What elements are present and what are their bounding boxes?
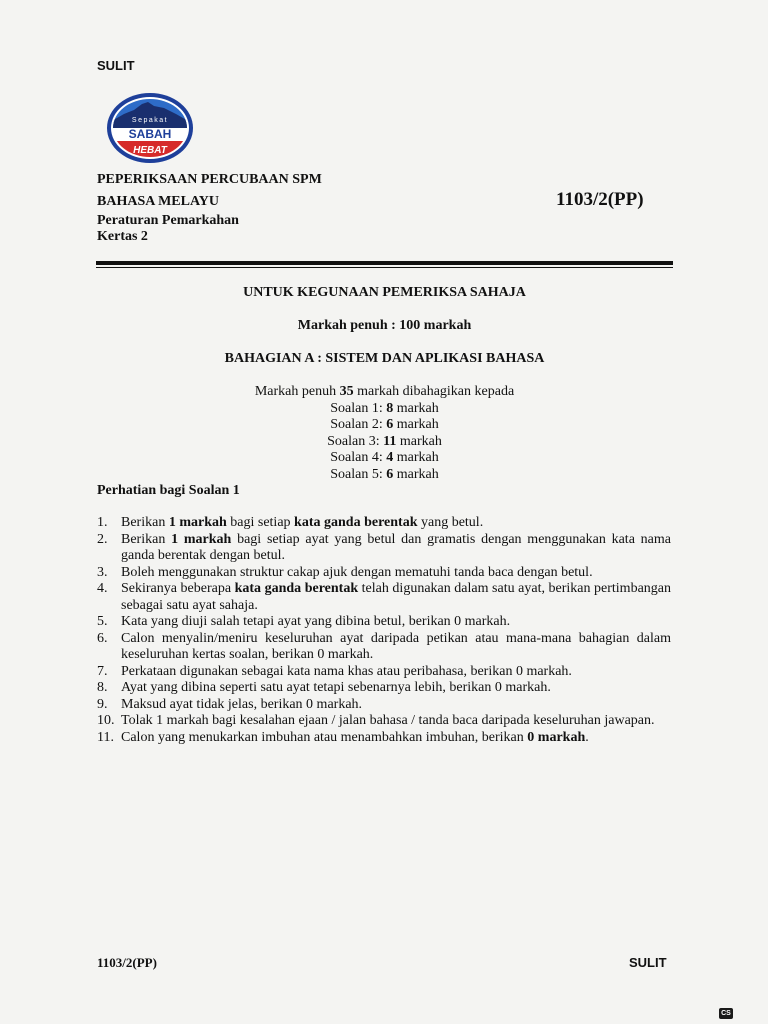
marking-rule-item <box>97 614 671 631</box>
header-divider-thin <box>96 267 673 268</box>
rule-number: 2. <box>97 531 108 547</box>
rule-number: 9. <box>97 696 108 712</box>
rule-number: 6. <box>97 630 108 646</box>
rule-emphasis: 0 markah <box>527 729 586 745</box>
camscanner-badge-icon: CS <box>719 1008 733 1019</box>
rule-text: Sekiranya beberapa <box>121 581 235 596</box>
rule-text: Boleh menggunakan struktur cakap ajuk dengan mematuhi tanda baca dengan betul. <box>121 564 593 580</box>
distribution-intro: Markah penuh 35 markah dibahagikan kepada <box>254 384 515 399</box>
marking-rule-item <box>97 532 671 565</box>
rule-text: Calon menyalin/meniru keseluruhan ayat daripada petikan atau mana-mana bahagian dalam keseluruhan kertas soalan, berikan 0 markah. <box>121 630 671 662</box>
sepakat-sabah-hebat-logo <box>106 92 194 164</box>
rule-text: Kata yang diuji salah tetapi ayat yang dibina betul, berikan 0 markah. <box>121 614 511 629</box>
sulit-footer-label: SULIT <box>629 955 667 970</box>
rule-text: Perkataan digunakan sebagai kata nama khas atau peribahasa, berikan 0 markah. <box>121 663 572 679</box>
rule-emphasis: kata ganda berentak <box>234 581 359 596</box>
paper-number: Kertas 2 <box>97 229 148 244</box>
logo-middle-text: SABAH <box>128 127 172 141</box>
paper-code: 1103/2(PP) <box>556 189 644 210</box>
marking-rule-item <box>97 631 671 664</box>
rule-text: bagi setiap <box>226 515 295 530</box>
rule-text: Ayat yang dibina seperti satu ayat tetapi sebenarnya lebih, berikan 0 markah. <box>121 680 551 695</box>
rule-text: bagi setiap ayat yang betul dan gramatis dengan menggunakan kata nama ganda berentak dengan betul. <box>121 531 671 563</box>
marking-rule-item <box>97 730 671 747</box>
distribution-row: Soalan 3: 11 markah <box>327 433 442 449</box>
subject-name: BAHASA MELAYU <box>97 194 220 209</box>
marking-rule-item <box>97 515 671 532</box>
marking-rule-item <box>97 713 671 730</box>
rule-number: 11. <box>97 729 114 745</box>
distribution-row: Soalan 2: 6 markah <box>330 417 439 433</box>
rule-text: . <box>585 729 589 745</box>
rule-emphasis: 1 markah <box>171 531 232 547</box>
footer-paper-code: 1103/2(PP) <box>97 955 157 970</box>
rule-emphasis: kata ganda berentak <box>294 515 418 530</box>
rule-text: Berikan <box>121 531 172 547</box>
marking-rule-item <box>97 581 671 614</box>
rule-number: 3. <box>97 564 108 580</box>
rule-emphasis: 1 markah <box>168 515 227 530</box>
section-a-heading: BAHAGIAN A : SISTEM DAN APLIKASI BAHASA <box>224 351 545 366</box>
rule-number: 7. <box>97 663 108 679</box>
attention-heading: Perhatian bagi Soalan 1 <box>97 483 240 498</box>
rule-text: Berikan <box>121 515 169 530</box>
marking-rules-list <box>97 515 671 746</box>
rule-text: Calon yang menukarkan imbuhan atau menambahkan imbuhan, berikan <box>121 729 528 745</box>
examiner-use-heading: UNTUK KEGUNAAN PEMERIKSA SAHAJA <box>243 285 526 300</box>
marking-rule-item <box>97 697 671 714</box>
exam-title: PEPERIKSAAN PERCUBAAN SPM <box>97 172 322 187</box>
rule-text: Tolak 1 markah bagi kesalahan ejaan / jalan bahasa / tanda baca daripada keseluruhan jawapan. <box>121 713 655 728</box>
full-marks-heading: Markah penuh : 100 markah <box>297 318 472 333</box>
distribution-row: Soalan 4: 4 markah <box>330 450 439 466</box>
rule-number: 10. <box>97 713 115 728</box>
marking-rule-item <box>97 565 671 582</box>
rule-number: 1. <box>97 515 108 530</box>
marks-distribution <box>96 384 673 484</box>
rule-text: yang betul. <box>417 515 484 530</box>
distribution-row: Soalan 1: 8 markah <box>330 400 439 416</box>
rule-number: 4. <box>97 581 108 596</box>
distribution-row: Soalan 5: 6 markah <box>330 466 439 482</box>
rule-number: 8. <box>97 680 108 695</box>
document-type: Peraturan Pemarkahan <box>97 213 239 228</box>
logo-top-text: Sepakat <box>131 117 169 124</box>
rule-text: telah digunakan dalam satu ayat, berikan pertimbangan sebagai satu ayat sahaja. <box>121 581 671 613</box>
sulit-header-label: SULIT <box>97 58 135 73</box>
logo-bottom-text: HEBAT <box>133 145 167 156</box>
rule-text: Maksud ayat tidak jelas, berikan 0 markah. <box>121 696 363 712</box>
rule-number: 5. <box>97 614 108 629</box>
header-divider-thick <box>96 261 673 265</box>
marking-rule-item <box>97 680 671 697</box>
marking-rule-item <box>97 664 671 681</box>
